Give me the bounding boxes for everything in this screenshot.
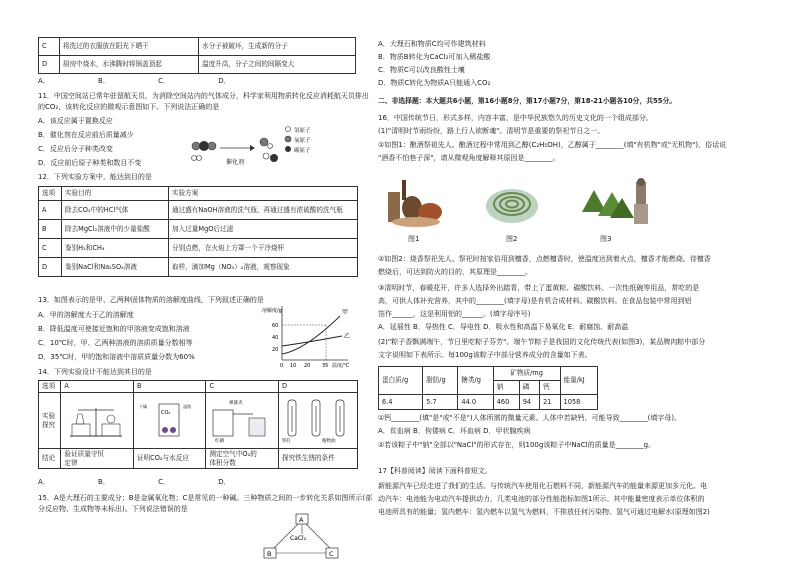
header-option: 选项 (39, 381, 61, 393)
figure3-caption: 图3 (600, 235, 612, 243)
table-cell: 除去MgCl₂溶液中的少量盐酸 (62, 220, 169, 239)
q13-option-d: D．35℃时，甲的饱和溶液中溶质质量分数为60% (38, 353, 195, 361)
x-tick-20: 20 (304, 363, 311, 369)
table-cell: A (39, 201, 62, 220)
q11-reaction-diagram (184, 124, 334, 170)
value-sugar: 44.0 (458, 395, 493, 410)
value-energy: 1058 (560, 395, 597, 410)
q16-p2-line2: 燃烧后，可达到防火的目的，其原理是________。 (378, 268, 532, 276)
q15-option-a: A．大理石和物质C均可作建筑材料 (378, 40, 486, 48)
choice-b: B． (98, 77, 110, 85)
y-tick-20: 20 (272, 347, 279, 353)
right-column (378, 0, 727, 562)
header-fat: 脂肪/g (423, 367, 458, 395)
figure1-ancestral-offerings (386, 172, 446, 230)
choice-c: C． (158, 77, 170, 85)
clip-label: 弹簧夹 (229, 401, 243, 407)
q11-stem-line1: 11．中国空间站已常年驻留航天员，为消除空间站内的气体成分，科学家利用物质转化反应消耗航天员排出 (38, 92, 369, 100)
curve-jia (282, 316, 340, 354)
nail-label: 铁钉 (282, 439, 291, 445)
value-sodium: 460 (493, 395, 519, 410)
choice-a: A． (38, 478, 50, 486)
q13-option-c: C．10℃时，甲、乙两种溶液的溶质质量分数相等 (38, 339, 193, 347)
oil-label: 植物油 (322, 439, 336, 445)
node-c: C (329, 550, 334, 558)
x-axis-label: 温度/℃ (332, 363, 350, 369)
q16-p3-options: A．延展性 B．导热性 C．导电性 D．吸水性和高温下易氧化 E．耐腐蚀、耐高温 (378, 323, 629, 331)
choice-d: D． (218, 478, 231, 486)
option-cell: C (39, 38, 60, 56)
q16-p3-line1: ③清明时节，春暖花开，许多人选择外出踏青，带上了蛋黄粽、碳酸饮料、一次性纸碗等用品，常吃的是 (378, 284, 700, 292)
q16-part2-line2: 文字说明如下表所示。每100g该粽子中部分营养成分的含量如下表。 (378, 351, 592, 359)
plan-cell: 厨房中烧水，水沸腾时将锅盖顶起 (60, 56, 199, 74)
q11-option-b: B．催化剂在反应前后质量减少 (38, 131, 134, 139)
q14-table (38, 380, 358, 469)
value-calcium: 21 (540, 395, 560, 410)
q14-stem: 14．下列实验设计不能达到其目的是 (38, 368, 152, 376)
oxygen-measure-icon (209, 394, 273, 444)
choice-c: C． (158, 478, 170, 486)
series-yi-label: 乙 (344, 333, 351, 340)
table-cell: 鉴别NaCl和Na₂SO₄溶液 (62, 258, 169, 277)
q16-part2-line1: (2)"粽子香飘满端午，节日里吃粽子芬芳"。端午节粽子是我国的文化传统代表(如图3)，某品牌肉粽中部分 (378, 338, 706, 346)
q13-option-a: A．甲的溶解度大于乙的溶解度 (38, 311, 134, 319)
header-protein: 蛋白质/g (379, 367, 423, 395)
row-label-experiment: 实验 探究 (39, 393, 61, 449)
q15-stem-line1: 15．A是大理石的主要成分；B是金属氧化物；C是常见的一种碱。三种物质之间的一步转化关系如图所示(部 (38, 494, 373, 502)
node-cacl2: CaCl₂ (290, 535, 307, 542)
q15-conversion-diagram (258, 512, 348, 560)
q10-table-continuation (38, 37, 356, 74)
table-cell: C (39, 239, 62, 258)
node-b: B (267, 550, 272, 558)
balance-apparatus-icon (64, 394, 128, 444)
q11-option-d: D．反应前后原子种类和数目不变 (38, 159, 142, 167)
q17-title: 17【科普阅读】阅读下面科普短文。 (378, 467, 492, 475)
y-tick-40: 40 (272, 335, 279, 341)
figure3-zongzi (578, 176, 654, 228)
q11-option-c: C．反应后分子种类改变 (38, 145, 113, 153)
choice-b: B． (98, 478, 110, 486)
header-plan: 实验方案 (169, 187, 358, 201)
q16-p1-line2: "酒香不怕巷子深"，请从微观角度解释其原因是________。 (378, 154, 560, 162)
q17-line2: 动汽车：电池能为电动汽车提供动力，几类电池的部分性能指标如图1所示。其中能量密度表示单位体积的 (378, 495, 705, 503)
q15-stem-line2: 分反应物、生成物等未标出)。下列说法错误的是 (38, 505, 188, 513)
header-calcium: 钙 (540, 381, 560, 395)
q16-p3-line2: 高，可供人体补充营养，其中的________(填字母)是有机合成材料。碳酸饮料。在食品包装中常用到铝 (378, 297, 692, 305)
q16-p2-line1: ②如图2：烧香祭祀先人。祭祀时按家俗用到檀香，点燃檀香时，使温度达到着火点，檀香才能燃烧。待檀香 (378, 255, 711, 263)
table-cell: D (39, 258, 62, 277)
header-a: A (61, 381, 134, 393)
option-cell: D (39, 56, 60, 74)
experiment-d (279, 393, 358, 449)
value-fat: 5.7 (423, 395, 458, 410)
q13-option-b: B．降低温度可使接近饱和的甲溶液变成饱和溶液 (38, 325, 190, 333)
figure2-caption: 图2 (506, 235, 518, 243)
x-tick-0: 0 (280, 363, 284, 369)
header-minerals: 矿物质/mg (493, 367, 560, 381)
q16-part1: (1)"清明时节雨纷纷，路上行人欲断魂"。清明节是重要的祭祀节日之一。 (378, 127, 605, 135)
q15-option-d: D．物质C转化为物质A只能通入CO₂ (378, 79, 491, 87)
header-sodium: 钠 (493, 381, 519, 395)
value-phosphorus: 94 (519, 395, 539, 410)
iron-rust-tubes-icon (282, 394, 354, 444)
q16-nacl-question: ②若该粽子中"钠"全部以"NaCl"的形式存在，则100g该粽子中NaCl的质量是________g。 (378, 441, 656, 449)
table-cell: 鉴别H₂和CH₄ (62, 239, 169, 258)
conclusion-b: 证明CO₂与水反应 (133, 449, 206, 469)
co2-label: CO₂ (160, 410, 171, 417)
q16-calcium-options: A．贫血病 B．佝偻病 C．坏血病 D．甲状腺疾病 (378, 427, 531, 435)
q15-option-b: B．物质B转化为CaCl₂可加入稀盐酸 (378, 53, 491, 61)
answer-choices-q14 (38, 478, 231, 487)
experiment-b (133, 393, 206, 449)
header-c: C (206, 381, 279, 393)
conclusion-c: 测定空气中O₂的 体积分数 (206, 449, 279, 469)
curve-yi (282, 336, 342, 346)
experiment-a (61, 393, 134, 449)
nutrition-table (378, 366, 598, 410)
series-jia-label: 甲 (342, 309, 349, 316)
q16-intro: 16．中国传统节日，形式多样，内容丰富，是中华民族悠久的历史文化的一个组成部分。 (378, 114, 653, 122)
header-energy: 能量/kJ (560, 367, 597, 395)
row-label-conclusion: 结论 (39, 449, 61, 469)
header-b: B (133, 381, 206, 393)
legend-hydrogen: 氢原子 (294, 128, 311, 134)
red-phosphorus-label: 红磷 (215, 439, 225, 445)
choice-a: A． (38, 77, 50, 85)
dry-paper-label: 干燥 (138, 404, 147, 410)
y-axis-label: 溶解度/g (262, 308, 282, 314)
q16-p3-line3: 箔作______，这是利用铝的______。(填字母序号) (378, 310, 531, 318)
answer-choices (38, 77, 231, 86)
figure2-incense-coil (484, 178, 540, 228)
wet-paper-label: 湿润 (182, 404, 191, 410)
table-cell: 分别点燃，在火焰上方罩一个干冷烧杯 (169, 239, 358, 258)
header-option: 选项 (39, 187, 62, 201)
left-column (38, 0, 373, 562)
section-heading: 二、非选择题：本大题共6小题，第16小题8分，第17小题7分，第18-21小题各10分，共55分。 (378, 97, 677, 105)
x-tick-35: 35 (322, 363, 329, 369)
table-cell: 通过盛有NaOH溶液的洗气瓶，再通过盛有浓硫酸的洗气瓶 (169, 201, 358, 220)
node-a: A (299, 516, 304, 524)
choice-d: D． (218, 77, 231, 85)
q11-option-a: A．该反应属于置换反应 (38, 117, 113, 125)
legend-carbon: 碳原子 (294, 148, 311, 154)
figure1-caption: 图1 (408, 235, 420, 243)
y-tick-60: 60 (272, 323, 279, 329)
conclusion-a: 验证质量守恒 定律 (61, 449, 134, 469)
table-cell: 加入过量MgO后过滤 (169, 220, 358, 239)
q15-option-c: C．物质C可以改良酸性土壤 (378, 66, 465, 74)
q17-line1: 新能源汽车已经走进了我们的生活。与传统汽车使用化石燃料不同，新能源汽车的能量来源更加多元化。电 (378, 482, 707, 490)
q13-stem: 13．如图表示的是甲、乙两种固体物质的溶解度曲线，下列叙述正确的是 (38, 296, 264, 304)
catalyst-label: 催化剂 (226, 159, 245, 166)
conclusion-cell: 温度升高，分子之间的间隔变大 (199, 56, 356, 74)
value-protein: 6.4 (379, 395, 423, 410)
header-d: D (279, 381, 358, 393)
header-purpose: 实验目的 (62, 187, 169, 201)
q12-stem: 12．下列实验方案中，能达到目的是 (38, 173, 152, 181)
conclusion-cell: 水分子被破坏，生成新的分子 (199, 38, 356, 56)
legend-oxygen: 氧原子 (294, 138, 311, 144)
q13-solubility-chart (260, 302, 360, 372)
header-sugar: 糖类/g (458, 367, 493, 395)
q16-calcium-question: ①钙________(填"是"或"不是")人体所需的微量元素。人体中若缺钙，可能导致________(填字母)。 (378, 414, 682, 422)
plan-cell: 将洗过的衣服放在阳光下晒干 (60, 38, 199, 56)
header-phosphorus: 磷 (519, 381, 539, 395)
q12-table (38, 186, 358, 277)
x-tick-10: 10 (290, 363, 297, 369)
table-cell: B (39, 220, 62, 239)
conclusion-d: 探究铁生锈的条件 (279, 449, 358, 469)
experiment-c (206, 393, 279, 449)
q17-line3: 电池所具有的能量；氢内燃车：氢内燃车以氢气为燃料，不排放任何污染物。氢气可通过电解水(原理如图2) (378, 508, 710, 516)
q11-stem-line2: 的CO₂，该转化反应的微观示意图如下。下列说法正确的是 (38, 103, 220, 111)
table-cell: 取样，滴加Mg（NO₃）₂溶液，观察现象 (169, 258, 358, 277)
table-cell: 除去CO₂中的HCl气体 (62, 201, 169, 220)
co2-flask-icon (137, 394, 201, 444)
q16-p1-line1: ①如图1：酿酒祭祖先人。酿酒过程中常用到乙醇(C₂H₅OH)，乙醇属于________(填"有机物"或"无机物")，俗话说 (378, 141, 727, 149)
